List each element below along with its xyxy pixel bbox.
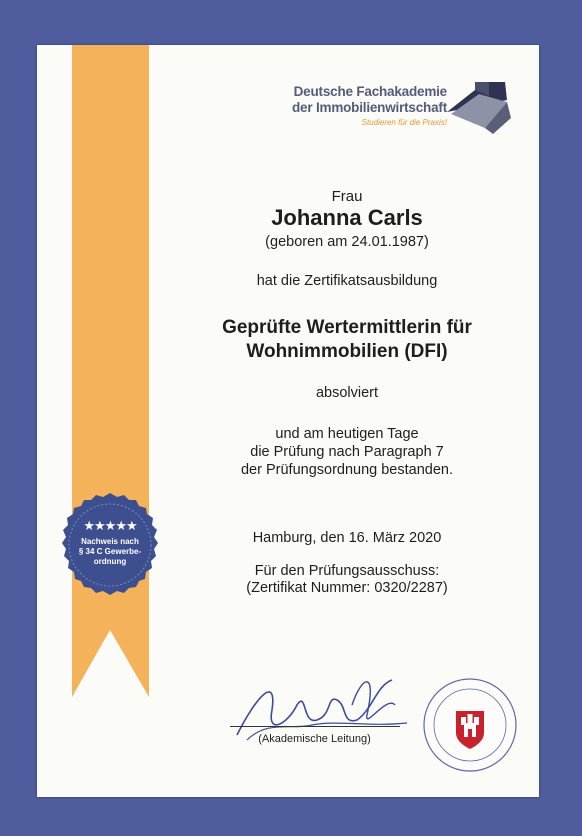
logo-tagline: Studieren für die Praxis!	[361, 118, 447, 127]
qualification-title-line1: Geprüfte Wertermittlerin für	[222, 317, 472, 338]
absolved-text: absolviert	[315, 385, 379, 401]
committee-label: Für den Prüfungsausschuss:	[254, 563, 440, 579]
ribbon-notch	[72, 630, 149, 697]
birth-date: (geboren am 24.01.1987)	[265, 234, 429, 250]
certificate-paper	[37, 45, 539, 797]
exam-text-line2: die Prüfung nach Paragraph 7	[250, 444, 444, 460]
building-logo-icon	[445, 78, 517, 138]
intro-text: hat die Zertifikatsausbildung	[256, 273, 438, 289]
award-seal	[57, 492, 163, 598]
certificate-number: (Zertifikat Nummer: 0320/2287)	[246, 580, 448, 596]
ribbon	[72, 45, 149, 697]
academy-logo	[287, 78, 517, 138]
signature-label: (Akademische Leitung)	[258, 733, 371, 745]
recipient-name: Johanna Carls	[271, 205, 423, 230]
examination-stamp	[422, 677, 518, 773]
logo-line1: Deutsche Fachakademie	[293, 84, 447, 99]
place-date: Hamburg, den 16. März 2020	[252, 530, 442, 546]
seal-text-line3: ordnung	[93, 557, 127, 566]
seal-text-line2: § 34 C Gewerbe-	[78, 547, 142, 556]
seal-text	[57, 537, 163, 567]
exam-text-line3: der Prüfungsordnung bestanden.	[240, 462, 454, 478]
salutation: Frau	[331, 188, 363, 205]
seal-stars: ★★★★★	[83, 518, 137, 533]
seal-text-line1: Nachweis nach	[81, 537, 139, 546]
signature-line	[230, 726, 400, 727]
logo-line2: der Immobilienwirtschaft	[292, 100, 447, 115]
hamburg-crest-stamp-icon	[422, 677, 518, 773]
qualification-title-line2: Wohnimmobilien (DFI)	[246, 341, 448, 362]
exam-text-line1: und am heutigen Tage	[275, 426, 419, 442]
